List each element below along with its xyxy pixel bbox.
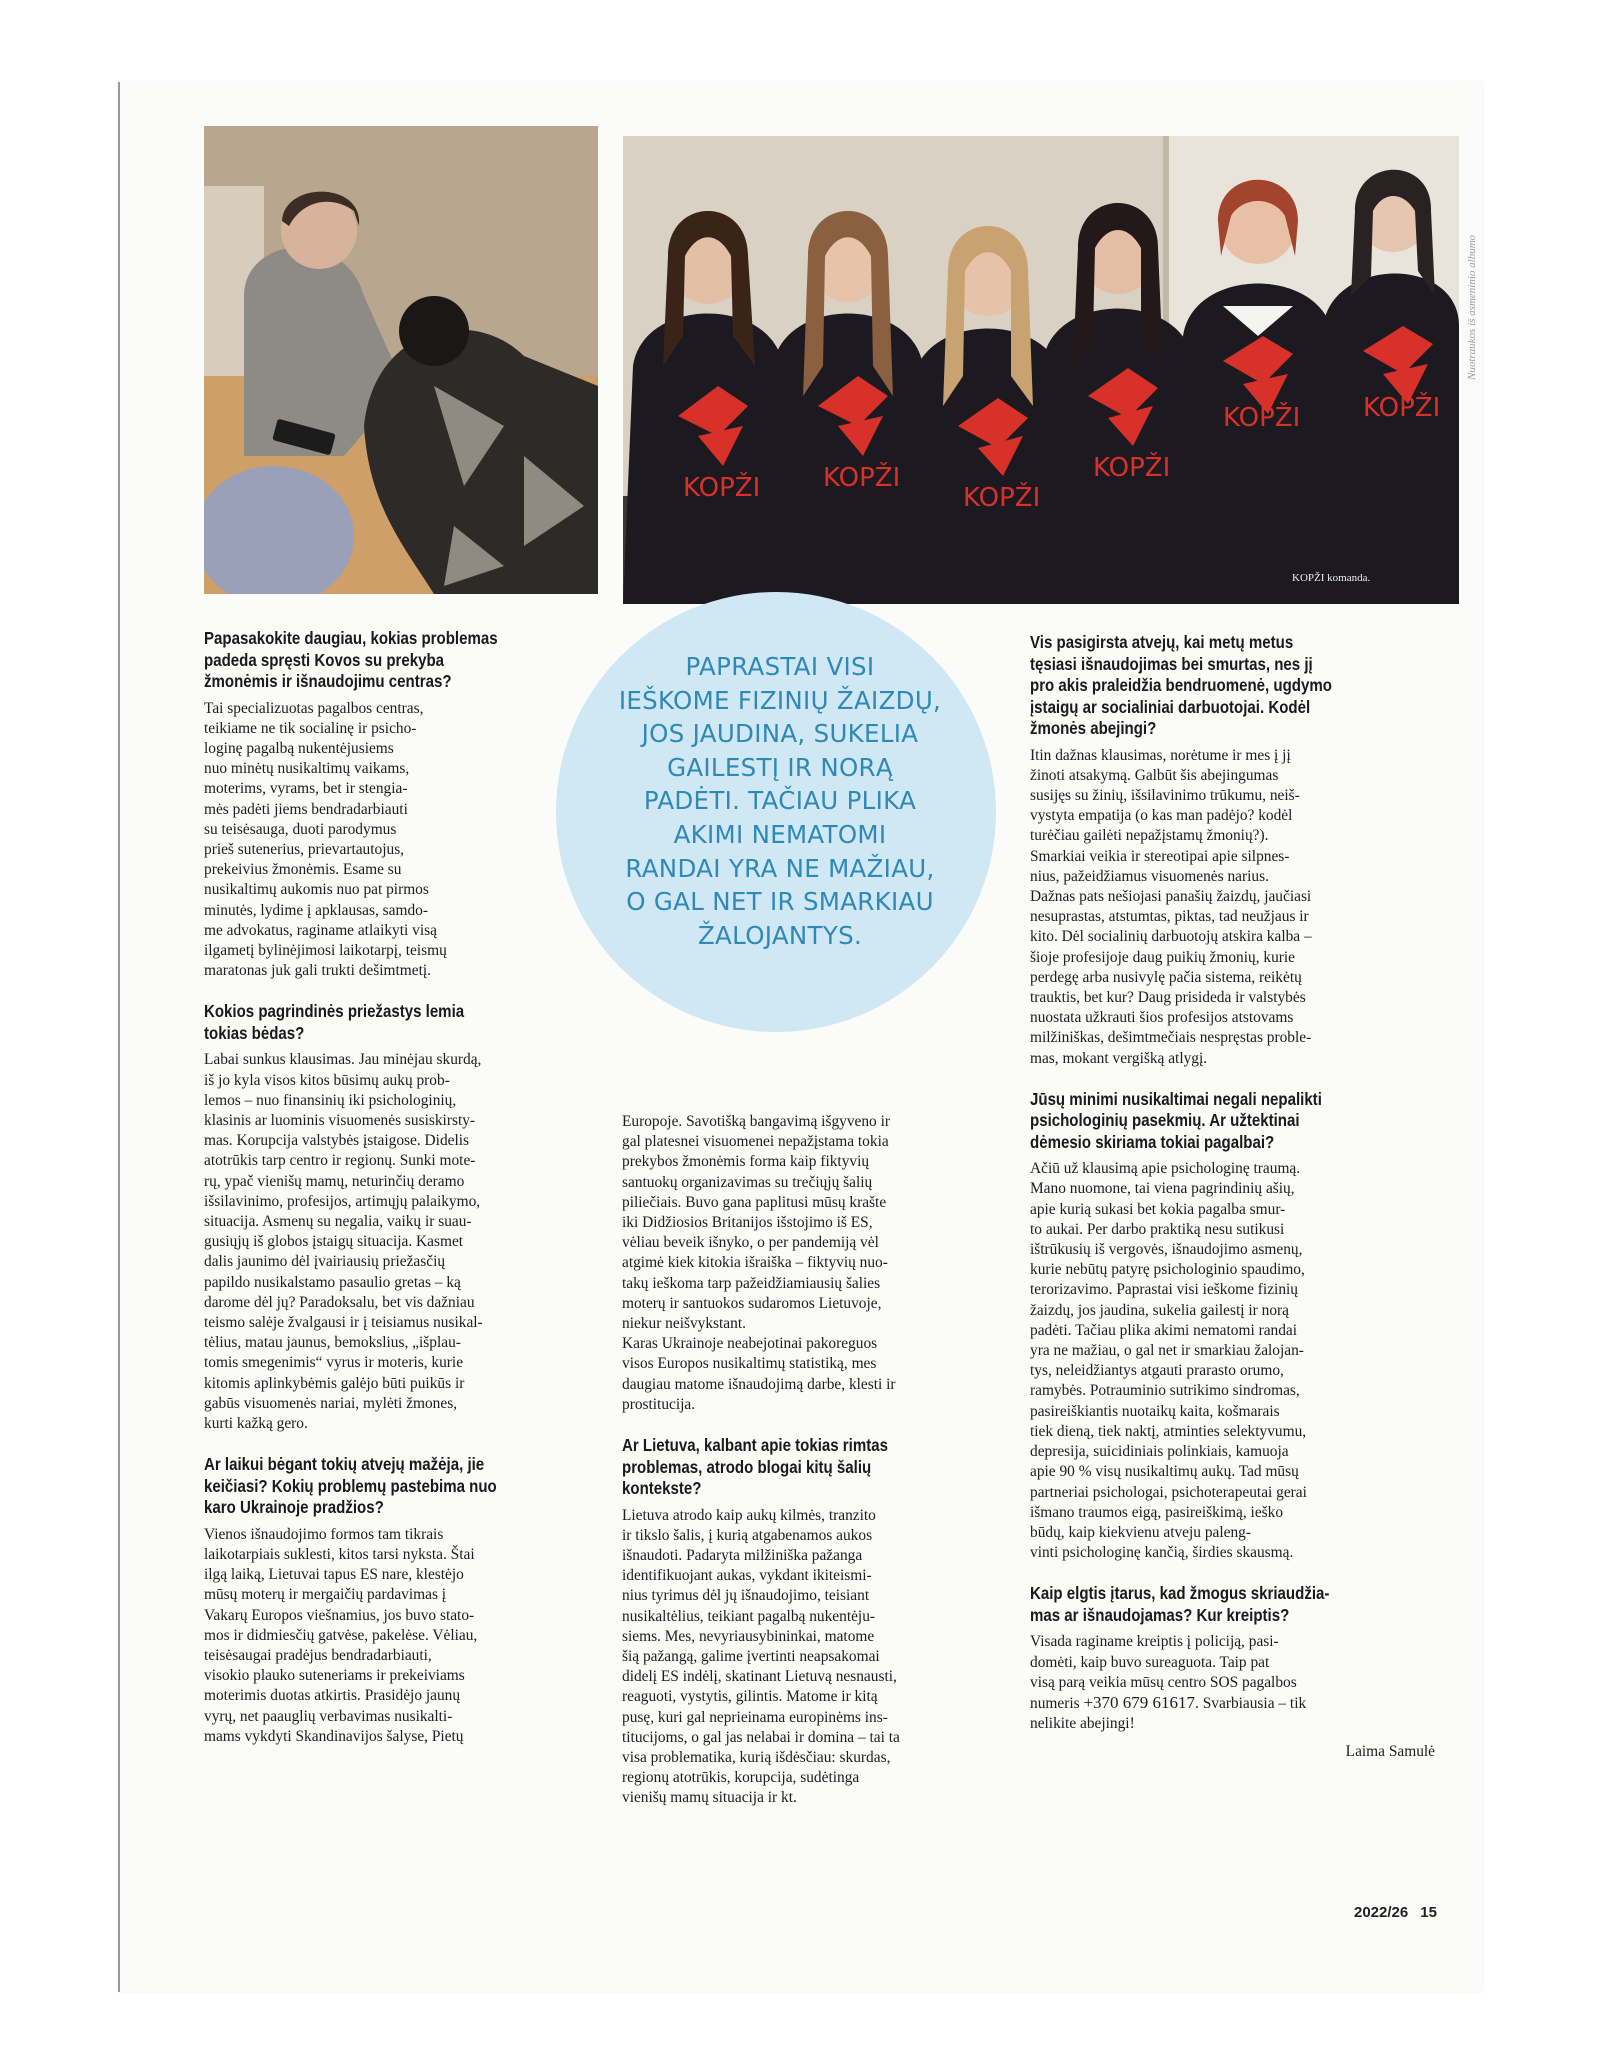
text-line: tokias bėdas? [204, 1022, 305, 1043]
text-line: mūsų moterų ir mergaičių pardavimas į [204, 1586, 447, 1604]
text-line: santuokų organizavimas su trečiųjų šalių [622, 1173, 873, 1191]
text-line: Tai specializuotas pagalbos centras, [204, 699, 424, 717]
text-line: turėčiau gailėti nepažįstamų žmonių?). [1030, 827, 1269, 845]
text-line: visa problematika, kurią išdėsčiau: skurdas, [622, 1748, 891, 1766]
photo-consultation [204, 126, 598, 594]
text-line: Smarkiai veikia ir stereotipai apie silpnes- [1030, 847, 1290, 865]
text-line: Ar Lietuva, kalbant apie tokias rimtas [622, 1435, 888, 1456]
text-line: Papasakokite daugiau, kokias problemas [204, 628, 498, 648]
text-line: reaguoti, vystytis, gilintis. Matome ir kitą [622, 1688, 878, 1706]
text-line: psichologinių pasekmių. Ar užtektinai [1030, 1110, 1300, 1131]
text-line: ištrūkusių iš vergovės, išnaudojimo asmenų, [1030, 1241, 1303, 1259]
text-line: įstaigų ar socialiniai darbuotojai. Kodėl [1030, 696, 1311, 717]
phone-line [1030, 1693, 1435, 1714]
column-3 [1030, 632, 1435, 1763]
text-line: mos ir didmiesčių gatvėse, pakelėse. Vėliau, [204, 1626, 478, 1644]
text-line: to aukai. Per darbo praktiką nesu sutikusi [1030, 1220, 1285, 1238]
text-line: būdų, kaip kiekvienu atveju paleng- [1030, 1523, 1251, 1541]
text-line: niekur neišvykstant. [622, 1315, 746, 1333]
text-line: didelį ES indėlį, skatinant Lietuvą nesnausti, [622, 1668, 897, 1686]
text-line: me advokatus, raginame atlaikyti visą [204, 921, 437, 939]
text-line: mas. Korupcija valstybės įstaigose. Didelis [204, 1132, 470, 1150]
text-line: išnaudoti. Padaryta milžiniška pažanga [622, 1546, 863, 1564]
text-line: Lietuva atrodo kaip aukų kilmės, tranzito [622, 1506, 876, 1524]
text-line: karo Ukrainoje pradžios? [204, 1497, 384, 1518]
answer-paragraph [204, 1050, 606, 1434]
text-line: mas, mokant vergišką atlygį. [1030, 1049, 1208, 1067]
answer-paragraph [1030, 1632, 1435, 1734]
text-line: vėliau beveik išnyko, o per pandemiją vėl [622, 1234, 879, 1252]
svg-text:KOPŽI: KOPŽI [1363, 393, 1441, 423]
text-line: ramybės. Potrauminio sutrikimo sindromas, [1030, 1382, 1300, 1400]
question-heading [204, 1001, 605, 1044]
text-line: ilgą laiką, Lietuvai tapus ES nare, klestėjo [204, 1566, 464, 1584]
text-line: tiek dieną, tiek naktį, atminties selektyvumu, [1030, 1422, 1307, 1440]
text-line: kurti kažką gero. [204, 1415, 308, 1432]
text-line: Kokios pagrindinės priežastys lemia [204, 1001, 465, 1022]
text-line: daugiau matome išnaudojimą darbe, klesti ir [622, 1375, 896, 1393]
svg-text:KOPŽI: KOPŽI [1223, 403, 1301, 433]
text-line: Visada raginame kreiptis į policiją, pasi- [1030, 1633, 1279, 1651]
answer-lines [1030, 1632, 1435, 1693]
issue-number: 2022/26 [1354, 1904, 1409, 1921]
text-line: visos Europos nusikaltimų statistiką, mes [622, 1355, 877, 1373]
text-line: domėti, kaip buvo sureaguota. Taip pat [1030, 1653, 1270, 1671]
text-line: piliečiais. Buvo gana paplitusi mūsų krašte [622, 1193, 887, 1211]
text-line: nius tyrimus dėl jų išnaudojimo, teisiant [622, 1587, 870, 1605]
text-line: teismo salėje žvalgausi ir į teisiamus nusikal- [204, 1313, 483, 1331]
text-line: lemos – nuo finansinių iki psichologinių, [204, 1091, 457, 1109]
text-line: minutės, lydime į apklausas, samdo- [204, 901, 428, 919]
text-line: titucijoms, o gal jas nelabai ir domina – tai ta [622, 1728, 900, 1746]
answer-paragraph [622, 1112, 1022, 1334]
pullquote [560, 650, 1000, 952]
text-line: takų ieškoma tarp pažeidžiamiausių šalies [622, 1274, 881, 1292]
pullquote-line: GAILESTĮ IR NORĄ [667, 752, 893, 782]
text-line: dalis jaunimo dėl įvairiausių priežasčių [204, 1253, 446, 1271]
text-line: milžiniškas, dešimtmečiais nespręstas proble- [1030, 1029, 1312, 1047]
answer-paragraph [622, 1506, 1022, 1809]
svg-text:KOPŽI: KOPŽI [1093, 453, 1171, 483]
text-line: Jūsų minimi nusikaltimai negali nepalikti [1030, 1088, 1322, 1109]
pullquote-line: PAPRASTAI VISI [685, 652, 875, 681]
photo-credit: Nuotraukos iš asmeninio albumo [1466, 234, 1478, 380]
text-line: loginę pagalbą nukentėjusiems [204, 739, 394, 757]
text-line: visokio plauko suteneriams ir prekeiviams [204, 1667, 465, 1685]
text-line: teisėsaugai pradėjus bendradarbiauti, [204, 1646, 432, 1664]
pullquote-line: PADĖTI. TAČIAU PLIKA [643, 786, 917, 816]
pullquote-line: ŽALOJANTYS. [697, 920, 863, 950]
pullquote-line: O GAL NET IR SMARKIAU [626, 887, 934, 917]
text-line: papildo nusikalstamo pasaulio gretas – ką [204, 1273, 461, 1291]
text-line: apie 90 % visų nusikaltimų aukų. Tad mūsų [1030, 1463, 1299, 1481]
text-line: tys, neleidžiantys atgauti prarasto orumo, [1030, 1362, 1284, 1380]
text-line: siems. Mes, nevyriausybininkai, matome [622, 1627, 875, 1645]
pullquote-line: AKIMI NEMATOMI [673, 819, 887, 849]
answer-paragraph [1030, 746, 1435, 1069]
pullquote-line: JOS JAUDINA, SUKELIA [641, 719, 919, 749]
text-line: dėmesio skiriama tokiai pagalbai? [1030, 1131, 1275, 1152]
text-line: yra ne mažiau, o gal net ir smarkiau žalojan- [1030, 1342, 1304, 1360]
text-line: tėlius, matau jaunus, bemokslius, „išplau- [204, 1334, 461, 1352]
question-heading [622, 1435, 1021, 1500]
text-line: prekeivius žmonėmis. Esame su [204, 861, 402, 879]
text-line: situacija. Asmenų su negalia, vaikų ir suau- [204, 1212, 472, 1230]
text-line: padeda spręsti Kovos su prekyba [204, 649, 445, 670]
text-line: žmonės abejingi? [1030, 718, 1157, 738]
shirt-logo-text: KOPŽI [683, 473, 761, 503]
text-line: prekybos žmonėmis forma kaip fiktyvių [622, 1153, 870, 1171]
question-heading [204, 1454, 605, 1519]
photo-team [623, 136, 1459, 604]
text-line: kurie nebūtų patyrę psichologinio spaudimo, [1030, 1261, 1305, 1279]
text-line: keičiasi? Kokių problemų pastebima nuo [204, 1475, 497, 1496]
text-line: nusikaltėlius, teikiant pagalbą nukentėju- [622, 1607, 876, 1625]
text-line: žmonėmis ir išnaudojimu centras? [204, 671, 452, 691]
text-line: nius, pažeidžiamus visuomenės narius. [1030, 867, 1269, 885]
text-line: maratonas juk gali trukti dešimtmetį. [204, 962, 431, 980]
text-line: vystyta empatija (o kas man padėjo? kodėl [1030, 807, 1293, 825]
text-line: šioje profesijoje daug puikių žmonių, kurie [1030, 948, 1296, 966]
text-line: depresija, suicidiniais polinkiais, kamuoja [1030, 1443, 1289, 1461]
text-line: iš jo kyla visos kitos būsimų aukų prob- [204, 1071, 450, 1089]
text-line: ilgametį bylinėjimosi laikotarpį, teismų [204, 941, 447, 959]
question-heading [1030, 1583, 1434, 1626]
text-line: visą parą veikia mūsų centro SOS pagalbos [1030, 1673, 1297, 1691]
text-line: regionų atotrūkis, korupcija, sudėtinga [622, 1769, 860, 1787]
text-line: apie kurią sukasi bet kokia pagalba smur- [1030, 1200, 1286, 1218]
text-line: Vakarų Europos viešnamius, jos buvo stato- [204, 1606, 475, 1624]
text-line: nuostata užkrauti šios profesijos atstovams [1030, 1009, 1294, 1027]
text-line: kontekste? [622, 1478, 702, 1499]
text-line: atotrūkis tarp centro ir regionų. Sunki mote- [204, 1152, 476, 1170]
text-line: kito. Dėl socialinių darbuotojų atskira kalba – [1030, 928, 1312, 946]
text-line: mas ar išnaudojamas? Kur kreiptis? [1030, 1604, 1290, 1625]
text-line: išmano traumos eigą, pasireiškimą, ieško [1030, 1503, 1284, 1521]
column-2 [622, 1112, 1022, 1829]
text-line: tęsiasi išnaudojimas bei smurtas, nes jį [1030, 653, 1313, 674]
text-line: terorizavimo. Paprastai visi ieškome fizinių [1030, 1281, 1298, 1299]
text-line: vienišų mamų situacija ir kt. [622, 1789, 797, 1807]
text-line: Dažnas pats nešiojasi panašių žaizdų, jaučiasi [1030, 887, 1312, 905]
question-heading [204, 628, 605, 693]
text-line: teikiame ne tik socialinę ir psicho- [204, 719, 417, 737]
text-line: iki Didžiosios Britanijos išstojimo iš ES, [622, 1214, 873, 1232]
text-line: identifikuojant aukas, vykdant ikiteismi- [622, 1567, 872, 1585]
text-line: Vis pasigirsta atvejų, kai metų metus [1030, 632, 1294, 652]
text-line: mės padėti jiems bendradarbiauti [204, 800, 408, 818]
text-line: trauktis, bet kur? Daug prisideda ir valstybės [1030, 988, 1306, 1006]
author-signature: Laima Samulė [1345, 1743, 1435, 1761]
text-line: pusę, kuri gal neprieinama europinėms ins- [622, 1708, 888, 1726]
photo-caption: KOPŽI komanda. [1292, 572, 1371, 584]
text-line: atgimė kiek kitokia išraiška – fiktyvių nuo- [622, 1254, 888, 1272]
pullquote-line: IEŠKOME FIZINIŲ ŽAIZDŲ, [618, 685, 942, 715]
text-line: nusikaltimų aukomis nuo pat pirmos [204, 881, 429, 899]
text-line: rų, ypač vienišų mamų, neturinčių deramo [204, 1172, 465, 1190]
text-line: Europoje. Savotišką bangavimą išgyveno ir [622, 1113, 890, 1130]
answer-paragraph [622, 1334, 1022, 1415]
text-line: Vienos išnaudojimo formos tam tikrais [204, 1525, 444, 1543]
text-line: gabūs visuomenės nariai, mylėti žmones, [204, 1394, 458, 1412]
text-line: prieš sutenerius, prievartautojus, [204, 840, 405, 858]
phone-number[interactable]: +370 679 61617 [1083, 1692, 1196, 1712]
text-line: žinoti atsakymą. Galbūt šis abejingumas [1030, 766, 1279, 784]
text-line: žaizdų, jos jaudina, sukelia gailestį ir norą [1030, 1301, 1289, 1319]
text-line: moterimis duotas atkirtis. Prasidėjo jaunų [204, 1687, 461, 1705]
text-line: kitomis aplinkybėmis galėjo būti puikūs ir [204, 1374, 465, 1392]
text-line: vinti psichologinę kančią, širdies skausmą. [1030, 1544, 1294, 1562]
text-line: gusiųjų iš globos įstaigų situacija. Kasmet [204, 1233, 464, 1251]
page-footer [1354, 1904, 1437, 1921]
column-1 [204, 628, 606, 1767]
text-fragment: . Svarbiausia – tik [1195, 1694, 1307, 1712]
answer-paragraph [204, 699, 606, 982]
text-line: tomis smegenimis“ vyrus ir moteris, kurie [204, 1354, 464, 1372]
text-line: mams vykdyti Skandinavijos šalyse, Pietų [204, 1727, 464, 1745]
text-line: nesuprastas, atstumtas, piktas, tad neužjaus ir [1030, 908, 1309, 926]
text-line: problemas, atrodo blogai kitų šalių [622, 1456, 872, 1477]
text-line: su teisėsauga, duoti parodymus [204, 820, 397, 838]
question-heading [1030, 632, 1434, 740]
question-heading [1030, 1089, 1434, 1154]
text-line: pro akis praleidžia bendruomenė, ugdymo [1030, 675, 1332, 695]
answer-paragraph [204, 1525, 606, 1747]
text-line: šią pažangą, galime įvertinti neapsakomai [622, 1647, 880, 1665]
text-line: nelikite abejingi! [1030, 1715, 1135, 1733]
text-line: moterims, vyrams, bet ir stengia- [204, 780, 408, 798]
text-line: laikotarpiais suklesti, kitos tarsi nyksta. Štai [204, 1545, 475, 1563]
svg-text:KOPŽI: KOPŽI [823, 463, 901, 493]
text-fragment: numeris [1030, 1694, 1084, 1712]
text-line: išsilavinimo, profesijos, artimųjų palaikymo, [204, 1192, 481, 1210]
text-line: darome dėl jų? Paradoksalu, bet vis dažniau [204, 1293, 475, 1311]
text-line: prostitucija. [622, 1395, 696, 1413]
text-line: ir tikslo šalis, į kurią atgabenamos aukos [622, 1526, 873, 1544]
text-line: gal platesnei visuomenei nepažįstama tokia [622, 1133, 889, 1151]
text-line: Ačiū už klausimą apie psichologinę traumą. [1030, 1160, 1301, 1178]
text-line: perdegę arba nusivylę pačia sistema, reikėtų [1030, 968, 1302, 986]
text-line: Labai sunkus klausimas. Jau minėjau skurdą, [204, 1051, 482, 1069]
text-line: moterų ir santuokos sudaromos Lietuvoje, [622, 1294, 882, 1312]
answer-paragraph [1030, 1159, 1435, 1563]
text-line: Ar laikui bėgant tokių atvejų mažėja, jie [204, 1454, 485, 1475]
text-line: nuo minėtų nusikaltimų vaikams, [204, 760, 410, 778]
text-line: Karas Ukrainoje neabejotinai pakoreguos [622, 1335, 878, 1353]
text-line: partneriai psichologai, psichoterapeutai gerai [1030, 1483, 1307, 1501]
text-line: padėti. Tačiau plika akimi nematomi randai [1030, 1321, 1298, 1339]
pullquote-line: RANDAI YRA NE MAŽIAU, [625, 853, 935, 883]
page-number: 15 [1420, 1904, 1437, 1921]
text-line: Itin dažnas klausimas, norėtume ir mes į jį [1030, 746, 1291, 764]
text-line: vyrų, net paauglių verbavimas nusikalti- [204, 1707, 453, 1725]
text-line: Mano nuomone, tai viena pagrindinių ašių, [1030, 1180, 1295, 1198]
page-spine [118, 82, 120, 1992]
text-line: Kaip elgtis įtarus, kad žmogus skriaudžia- [1030, 1583, 1330, 1604]
svg-text:KOPŽI: KOPŽI [963, 483, 1041, 513]
text-line: pasireiškiantis nuotaikų kaita, košmarais [1030, 1402, 1280, 1420]
text-line: susijęs su žinių, išsilavinimo trūkumu, neiš- [1030, 786, 1300, 804]
text-line: klasinis ar luominis visuomenės susiskirsty- [204, 1111, 476, 1129]
